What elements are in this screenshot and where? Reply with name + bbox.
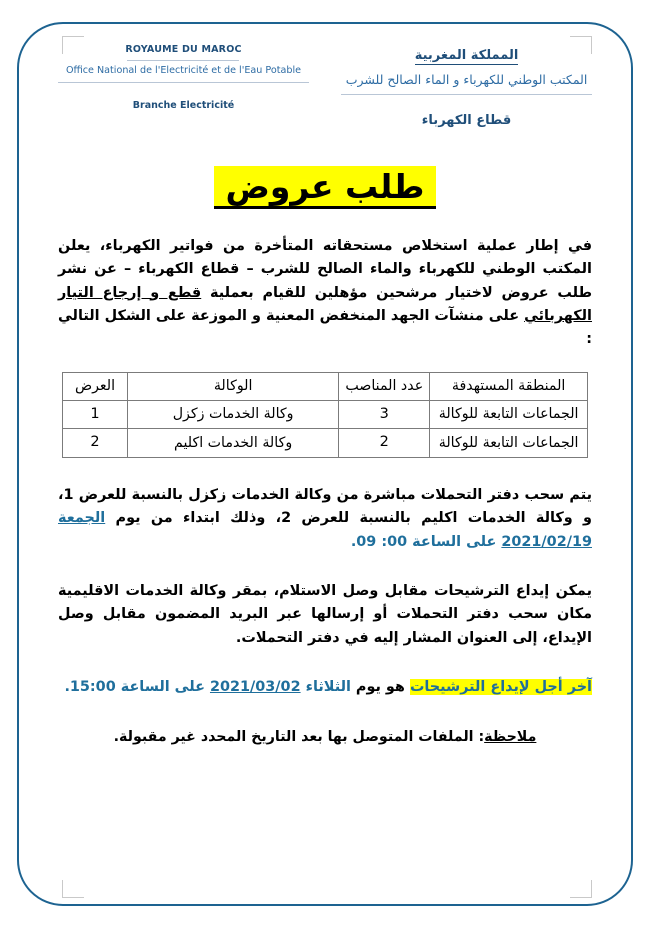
note-label: ملاحظة bbox=[484, 729, 537, 746]
deadline-segment-1: هو يوم bbox=[350, 678, 410, 695]
table-cell-zone: الجماعات التابعة للوكالة bbox=[430, 429, 588, 458]
note-text: : الملفات المتوصل بها بعد التاريخ المحدد غير مقبولة. bbox=[113, 729, 485, 746]
letterhead-arabic bbox=[341, 44, 592, 128]
withdrawal-segment-1: يتم سحب دفتر التحملات مباشرة من وكالة الخدمات زكزل بالنسبة للعرض 1، و وكالة الخدمات اكليم بالنسبة للعرض 2، وذلك ابتداء من يوم bbox=[58, 486, 592, 527]
table-header-zone: المنطقة المستهدفة bbox=[430, 372, 588, 400]
note-paragraph bbox=[58, 729, 592, 745]
letterhead-french-office: Office National de l'Electricité et de l'Eau Potable bbox=[65, 65, 302, 76]
letterhead-french bbox=[58, 44, 309, 111]
table-row bbox=[63, 429, 588, 458]
table-row bbox=[63, 400, 588, 429]
intro-segment-1: في إطار عملية استخلاص مستحقاته المتأخرة من فواتير الكهرباء، يعلن المكتب الوطني للكهرباء والماء الصالح للشرب – قطاع الكهرباء – عن نشر طلب عروض لاختيار مرشحين مؤهلين للقيام بعملية bbox=[58, 237, 593, 301]
intro-underlined-phrase: قطع و إرجاع التيار الكهربائي bbox=[58, 284, 592, 324]
table-cell-posts: 2 bbox=[339, 429, 430, 458]
withdrawal-segment-3: . bbox=[350, 533, 357, 550]
table-header-offer: العرض bbox=[63, 372, 128, 400]
letterhead-french-kingdom: ROYAUME DU MAROC bbox=[125, 44, 242, 55]
table-cell-agency: وكالة الخدمات زكزل bbox=[127, 400, 338, 429]
withdrawal-time: 09 :00 bbox=[356, 533, 408, 550]
deadline-time: 15:00 bbox=[69, 678, 116, 695]
table-cell-posts: 3 bbox=[339, 400, 430, 429]
table-cell-offer: 2 bbox=[63, 429, 128, 458]
withdrawal-segment-2: على الساعة bbox=[407, 533, 502, 550]
letterhead-french-branch: Branche Electricité bbox=[132, 100, 235, 111]
withdrawal-day: الجمعة bbox=[58, 510, 106, 527]
offers-table bbox=[62, 372, 588, 458]
deadline-highlighted-label: آخر أجل لإيداع الترشيحات bbox=[409, 678, 592, 695]
withdrawal-paragraph bbox=[58, 484, 592, 554]
deadline-segment-3: . bbox=[64, 678, 70, 695]
intro-segment-2: على منشآت الجهد المنخفض المعنية و الموزعة على الشكل التالي : bbox=[58, 307, 592, 348]
table-cell-zone: الجماعات التابعة للوكالة bbox=[430, 400, 588, 429]
letterhead-arabic-office: المكتب الوطني للكهرباء و الماء الصالح للشرب bbox=[345, 72, 588, 87]
title-container bbox=[58, 166, 592, 209]
table-header-row bbox=[63, 372, 588, 400]
letterhead-arabic-branch: قطاع الكهرباء bbox=[421, 113, 512, 128]
letterhead-french-rule-short bbox=[127, 60, 239, 61]
page-title: طلب عروض bbox=[214, 166, 437, 209]
table-cell-agency: وكالة الخدمات اكليم bbox=[127, 429, 338, 458]
deadline-paragraph bbox=[58, 676, 592, 699]
table-header-posts: عدد المناصب bbox=[339, 372, 430, 400]
withdrawal-date: 2021/02/19 bbox=[501, 533, 592, 550]
deadline-date: 2021/03/02 bbox=[209, 678, 301, 695]
letterhead bbox=[58, 44, 592, 128]
deadline-day: الثلاثاء bbox=[305, 678, 351, 695]
table-header-agency: الوكالة bbox=[127, 372, 338, 400]
letterhead-french-rule-long bbox=[58, 82, 309, 83]
deadline-segment-2: على الساعة bbox=[115, 678, 210, 695]
table-cell-offer: 1 bbox=[63, 400, 128, 429]
letterhead-arabic-rule-long bbox=[341, 94, 592, 95]
submission-paragraph: يمكن إيداع الترشيحات مقابل وصل الاستلام، بمقر وكالة الخدمات الاقليمية مكان سحب دفتر التحملات أو إرسالها عبر البريد المضمون مقابل وصل الإيداع، إلى العنوان المشار إليه في دفتر التحملات. bbox=[58, 582, 592, 646]
intro-paragraph bbox=[58, 235, 592, 352]
letterhead-arabic-kingdom: المملكة المغربية bbox=[414, 48, 519, 63]
